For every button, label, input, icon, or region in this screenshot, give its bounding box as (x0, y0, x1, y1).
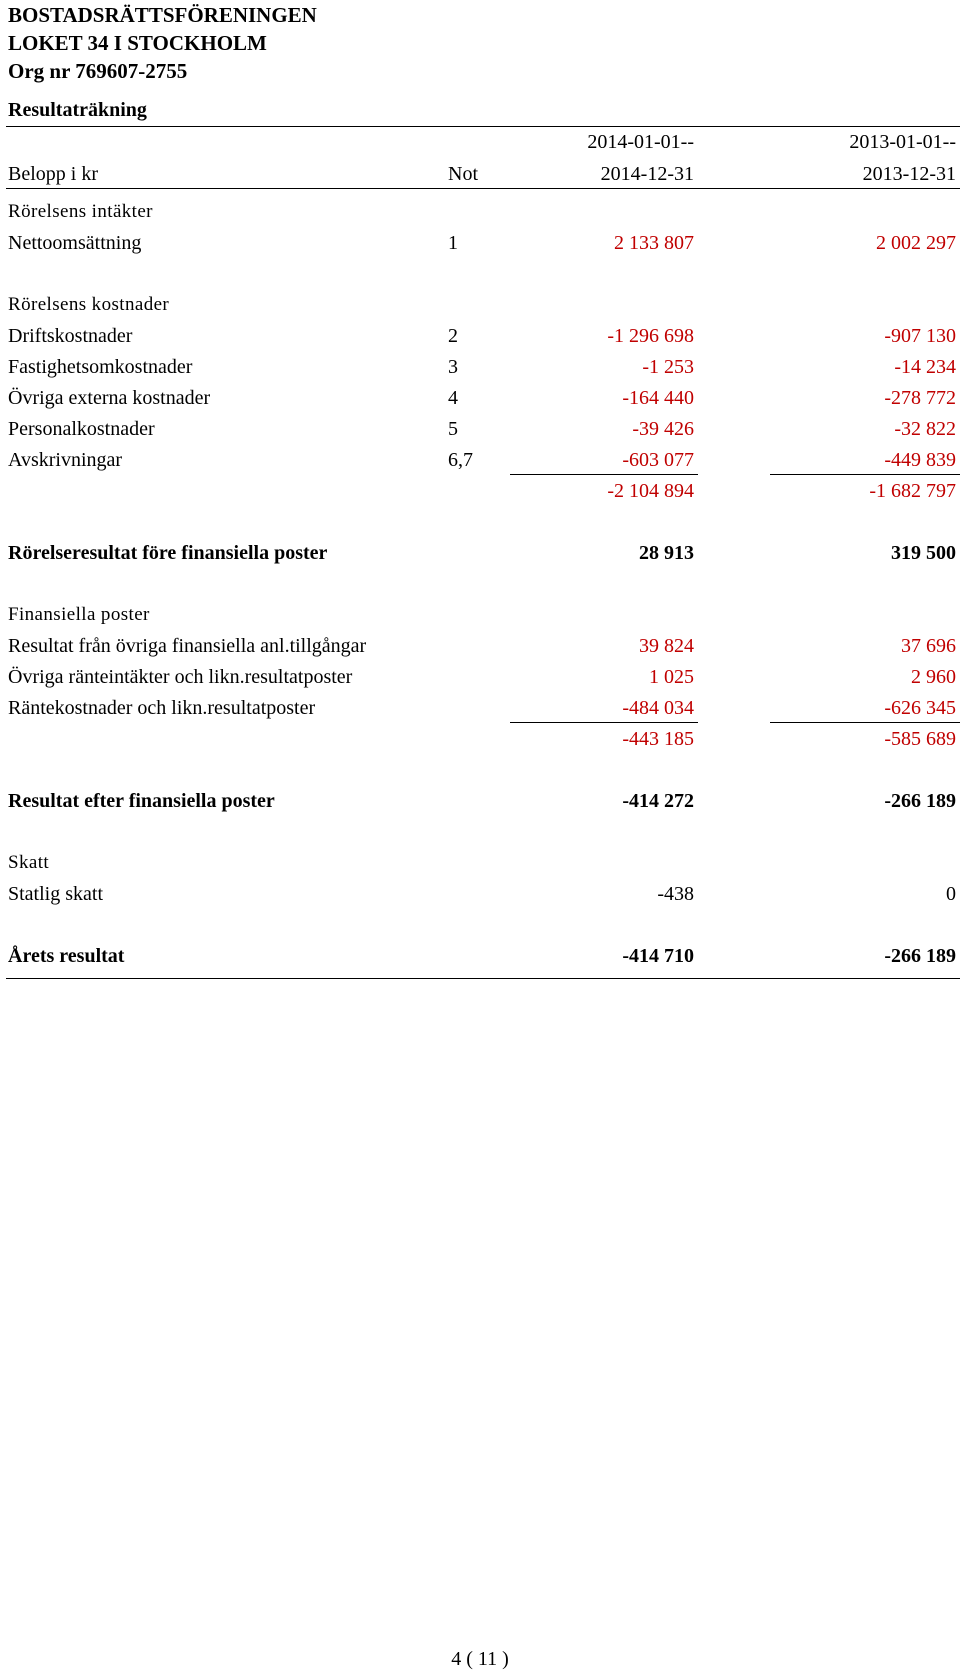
row-2013-ovriga-externa: -278 772 (884, 387, 956, 409)
row-note-ovriga-externa: 4 (448, 387, 458, 409)
subtotal-rule-fin-2014 (510, 722, 698, 723)
row-2014-resultat-ovriga: 39 824 (639, 635, 694, 657)
row-2014-personal: -39 426 (632, 418, 694, 440)
row-2013-arets-resultat: -266 189 (884, 945, 956, 967)
row-2013-rantekostnader: -626 345 (884, 697, 956, 719)
row-2013-resultat-ovriga: 37 696 (901, 635, 956, 657)
header-rule (6, 188, 960, 189)
org-name-line-1: BOSTADSRÄTTSFÖRENINGEN (8, 3, 317, 27)
col-note-header: Not (448, 163, 478, 185)
section-intakter: Rörelsens intäkter (8, 201, 153, 222)
row-label-statlig-skatt: Statlig skatt (8, 883, 103, 905)
subtotal-rule-2013 (770, 474, 960, 475)
section-kostnader: Rörelsens kostnader (8, 294, 170, 315)
row-label-ovriga-externa: Övriga externa kostnader (8, 387, 211, 409)
row-label-driftskostnader: Driftskostnader (8, 325, 133, 347)
row-2013-personal: -32 822 (894, 418, 956, 440)
row-2014-driftskostnader: -1 296 698 (607, 325, 694, 347)
subtotal-rule-fin-2013 (770, 722, 960, 723)
col-2013-end: 2013-12-31 (862, 163, 956, 185)
row-2014-ovriga-externa: -164 440 (622, 387, 694, 409)
row-label-nettoomsattning: Nettoomsättning (8, 232, 142, 254)
subtotal-rule-2014 (510, 474, 698, 475)
section-skatt: Skatt (8, 852, 50, 873)
row-label-rorelseresultat: Rörelseresultat före finansiella poster (8, 542, 328, 564)
row-label-personal: Personalkostnader (8, 418, 155, 440)
row-2013-driftskostnader: -907 130 (884, 325, 956, 347)
row-note-driftskostnader: 2 (448, 325, 458, 347)
row-2014-avskrivningar: -603 077 (622, 449, 694, 471)
row-label-arets-resultat: Årets resultat (8, 945, 125, 967)
col-2014-end: 2014-12-31 (600, 163, 694, 185)
row-note-avskrivningar: 6,7 (448, 449, 473, 471)
row-note-nettoomsattning: 1 (448, 232, 458, 254)
row-2013-fastighet: -14 234 (894, 356, 956, 378)
org-name-line-2: LOKET 34 I STOCKHOLM (8, 31, 267, 55)
col-2013-start: 2013-01-01-- (849, 131, 956, 153)
row-2013-finansiella-sum: -585 689 (884, 728, 956, 750)
row-2013-ranteintakter: 2 960 (911, 666, 956, 688)
row-2014-ranteintakter: 1 025 (649, 666, 694, 688)
row-2014-nettoomsattning: 2 133 807 (614, 232, 694, 254)
row-label-resultat-efter: Resultat efter finansiella poster (8, 790, 275, 812)
row-2013-resultat-efter: -266 189 (884, 790, 956, 812)
row-note-fastighet: 3 (448, 356, 458, 378)
row-label-fastighet: Fastighetsomkostnader (8, 356, 193, 378)
title-rule (6, 126, 960, 127)
row-2013-rorelseresultat: 319 500 (891, 542, 956, 564)
row-2014-statlig-skatt: -438 (657, 883, 694, 905)
row-2013-kostnader-sum: -1 682 797 (869, 480, 956, 502)
page-title: Resultaträkning (8, 99, 147, 121)
col-2014-start: 2014-01-01-- (587, 131, 694, 153)
row-2014-arets-resultat: -414 710 (622, 945, 694, 967)
row-label-resultat-ovriga: Resultat från övriga finansiella anl.tillgångar (8, 635, 367, 657)
row-2013-avskrivningar: -449 839 (884, 449, 956, 471)
row-2014-fastighet: -1 253 (642, 356, 694, 378)
row-2014-kostnader-sum: -2 104 894 (607, 480, 694, 502)
row-2014-finansiella-sum: -443 185 (622, 728, 694, 750)
row-2014-resultat-efter: -414 272 (622, 790, 694, 812)
page-number: 4 ( 11 ) (451, 1648, 509, 1670)
row-2014-rorelseresultat: 28 913 (639, 542, 694, 564)
row-2013-nettoomsattning: 2 002 297 (876, 232, 956, 254)
org-number: Org nr 769607-2755 (8, 59, 188, 83)
col-label-header: Belopp i kr (8, 163, 98, 185)
row-label-ranteintakter: Övriga ränteintäkter och likn.resultatposter (8, 666, 353, 688)
row-label-rantekostnader: Räntekostnader och likn.resultatposter (8, 697, 316, 719)
section-finansiella: Finansiella poster (8, 604, 150, 625)
bottom-rule (6, 978, 960, 979)
row-note-personal: 5 (448, 418, 458, 440)
row-2013-statlig-skatt: 0 (946, 883, 956, 905)
row-2014-rantekostnader: -484 034 (622, 697, 694, 719)
row-label-avskrivningar: Avskrivningar (8, 449, 123, 471)
